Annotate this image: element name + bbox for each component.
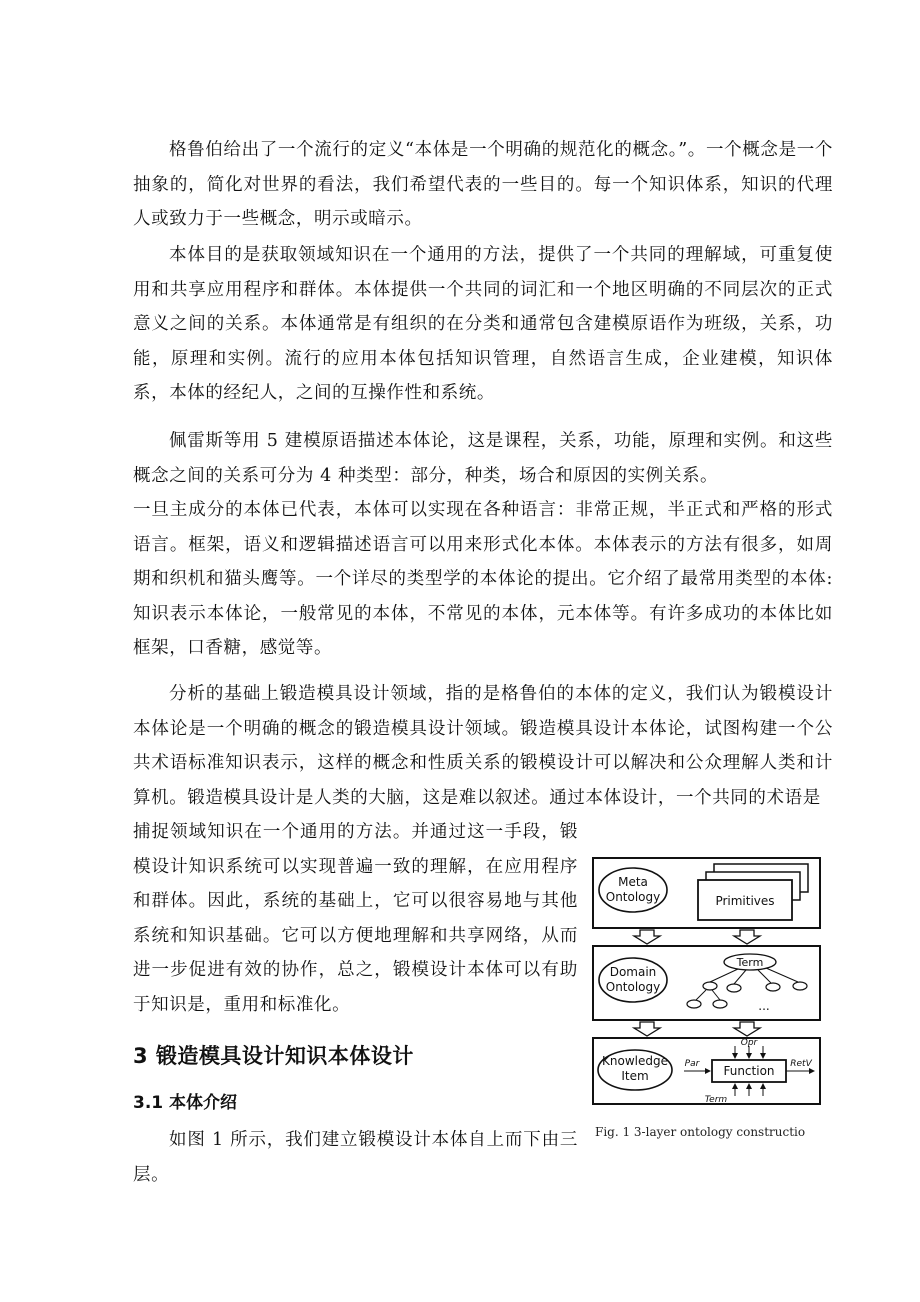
paragraph-forging-analysis-continued: 捕捉领域知识在一个通用的方法。并通过这一手段，锻模设计知识系统可以实现普遍一致的理解，在应用程序和群体。因此，系统的基础上，它可以很容易地与其他系统和知识基础。它可以方便地理解和共享网络，从而进一步促进有效的协作，总之，锻模设计本体可以有助于知识是，重用和标准化。 bbox=[133, 822, 578, 1015]
function-label: Function bbox=[723, 1064, 775, 1078]
meta-ontology-label-2: Ontology bbox=[605, 890, 661, 904]
paragraph-ontology-languages: 一旦主成分的本体已代表，本体可以实现在各种语言：非常正规，半正式和严格的形式语言。框架，语义和逻辑描述语言可以用来形式化本体。本体表示的方法有很多，如周期和织机和猫头鹰等。一个详尽的类型学的本体论的提出。它介绍了最常用类型的本体:知识表示本体论，一般常见的本体，不常见的本体，元本体等。有许多成功的本体比如框架，口香糖，感觉等。 bbox=[133, 500, 833, 658]
paragraph-gruber-definition: 格鲁伯给出了一个流行的定义“本体是一个明确的规范化的概念。”。一个概念是一个抽象的，简化对世界的看法，我们希望代表的一些目的。每一个知识体系，知识的代理人或致力于一些概念，明示或暗示。 bbox=[133, 140, 833, 229]
par-label: Par bbox=[684, 1059, 700, 1069]
paragraph-figure-reference: 如图 1 所示，我们建立锻模设计本体自上而下由三层。 bbox=[133, 1130, 578, 1185]
paragraph-ontology-purpose: 本体目的是获取领域知识在一个通用的方法，提供了一个共同的理解域，可重复使用和共享应用程序和群体。本体提供一个共同的词汇和一个地区明确的不同层次的正式意义之间的关系。本体通常是有组织的在分类和通常包含建模原语作为班级，关系，功能，原理和实例。流行的应用本体包括知识管理，自然语言生成，企业建模，知识体系，本体的经纪人，之间的互操作性和系统。 bbox=[133, 245, 833, 403]
retv-label: RetV bbox=[790, 1059, 812, 1069]
down-arrow-icon bbox=[734, 930, 760, 944]
down-arrow-icon bbox=[634, 930, 660, 944]
primitives-label: Primitives bbox=[715, 894, 775, 908]
figure-caption: Fig. 1 3-layer ontology constructio bbox=[595, 1125, 806, 1139]
knowledge-item-label-1: Knowledge bbox=[602, 1054, 668, 1068]
figure-3-layer-ontology bbox=[588, 852, 828, 1162]
ontology-diagram bbox=[588, 852, 828, 1122]
knowledge-item-label-2: Item bbox=[621, 1069, 649, 1083]
term-ellipsis: ... bbox=[758, 999, 770, 1013]
meta-ontology-label-1: Meta bbox=[618, 875, 648, 889]
term-input-label: Term bbox=[704, 1095, 728, 1105]
term-tree-nodes bbox=[687, 982, 807, 1008]
down-arrow-icon bbox=[634, 1022, 660, 1036]
domain-ontology-label-1: Domain bbox=[609, 965, 657, 979]
term-label: Term bbox=[736, 956, 764, 969]
opr-label: Opr bbox=[740, 1038, 758, 1048]
subsection-heading: 3.1 本体介绍 bbox=[133, 1093, 238, 1113]
domain-ontology-label-2: Ontology bbox=[605, 980, 661, 994]
paragraph-perez-primitives: 佩雷斯等用 5 建模原语描述本体论，这是课程，关系，功能，原理和实例。和这些概念之间的关系可分为 4 种类型：部分，种类，场合和原因的实例关系。 bbox=[133, 431, 833, 486]
section-heading: 3 锻造模具设计知识本体设计 bbox=[133, 1044, 414, 1068]
down-arrow-icon bbox=[734, 1022, 760, 1036]
paragraph-forging-analysis: 分析的基础上锻造模具设计领域，指的是格鲁伯的本体的定义，我们认为锻模设计本体论是一个明确的概念的锻造模具设计领域。锻造模具设计本体论，试图构建一个公共术语标准知识表示，这样的概念和性质关系的锻模设计可以解决和公众理解人类和计算机。锻造模具设计是人类的大脑，这是难以叙述。通过本体设计，一个共同的术语是 bbox=[133, 684, 833, 808]
